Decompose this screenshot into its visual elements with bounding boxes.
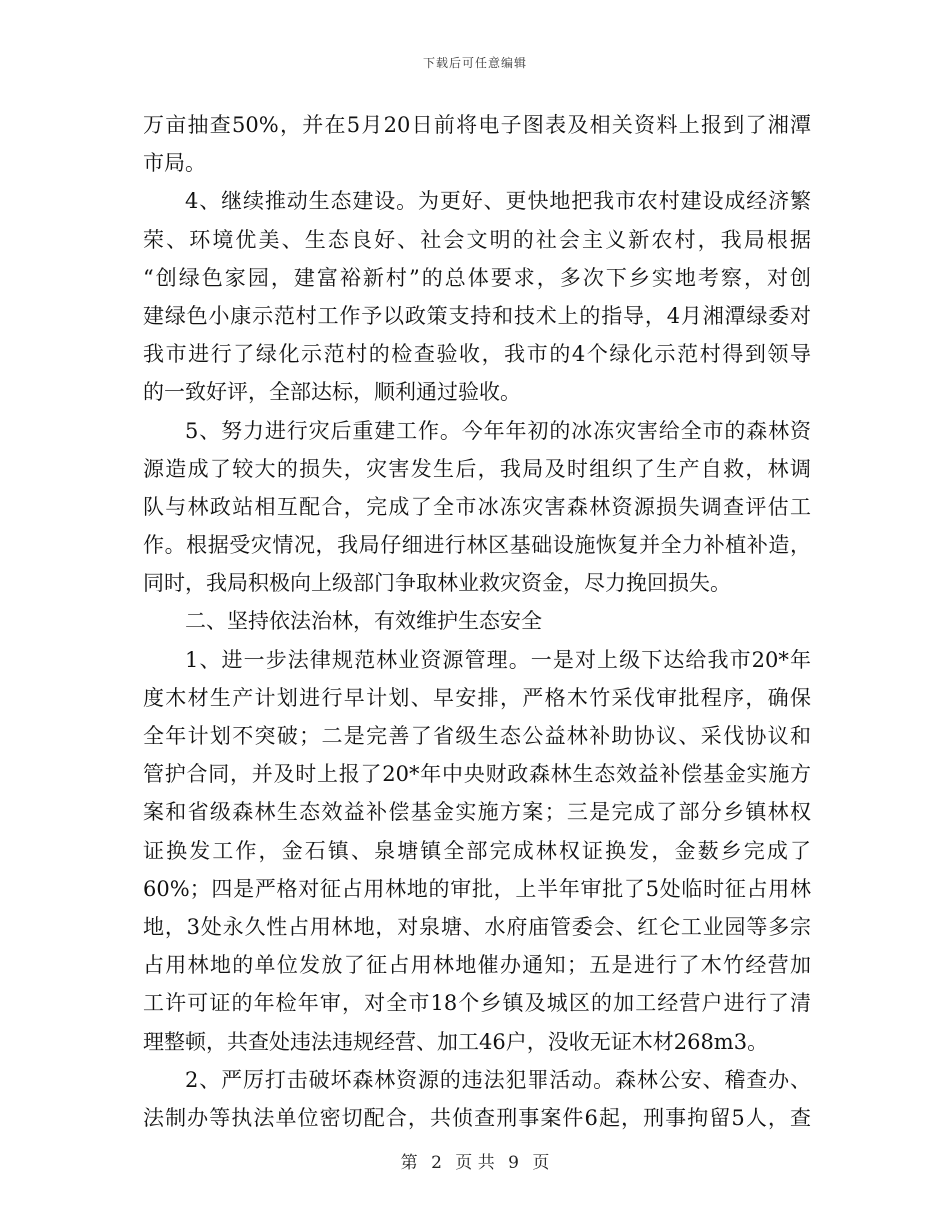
text-line: 同时，我局积极向上级部门争取林业救灾资金，尽力挽回损失。 [143,571,731,596]
text-line: 证换发工作，金石镇、泉塘镇全部完成林权证换发，金薮乡完成了 [143,838,811,863]
text-line: 理整顿，共查处违法违规经营、加工46户，没收无证木材268m3。 [143,1029,769,1054]
text-line: 二、坚持依法治林，有效维护生态安全 [185,609,542,634]
page-label-suffix: 页 [532,1153,550,1173]
text-line: 度木材生产计划进行早计划、早安排，严格木竹采伐审批程序，确保 [143,685,811,710]
text-line: 法制办等执法单位密切配合，共侦查刑事案件6起，刑事拘留5人，查 [143,1105,811,1130]
page-footer [0,1148,950,1173]
text-line: 建绿色小康示范村工作予以政策支持和技术上的指导，4月湘潭绿委对 [143,303,811,328]
text-line: 1、进一步法律规范林业资源管理。一是对上级下达给我市20*年 [185,647,811,672]
text-line: 市局。 [143,151,206,176]
text-line: 2、严厉打击破坏森林资源的违法犯罪活动。森林公安、稽查办、 [185,1067,811,1092]
text-line: 万亩抽查50%，并在5月20日前将电子图表及相关资料上报到了湘潭 [143,113,811,137]
text-line: 案和省级森林生态效益补偿基金实施方案；三是完成了部分乡镇林权 [143,800,811,825]
text-line: 我市进行了绿化示范村的检查验收，我市的4个绿化示范村得到领导 [143,342,811,367]
text-line: 源造成了较大的损失，灾害发生后，我局及时组织了生产自救，林调 [143,456,811,481]
text-line: 60%；四是严格对征占用林地的审批，上半年审批了5处临时征占用林 [143,876,811,901]
text-line: 4、继续推动生态建设。为更好、更快地把我市农村建设成经济繁 [185,189,811,214]
text-line: 作。根据受灾情况，我局仔细进行林区基础设施恢复并全力补植补造， [143,533,811,558]
text-line: 占用林地的单位发放了征占用林地催办通知；五是进行了木竹经营加 [143,953,811,978]
text-line: 荣、环境优美、生态良好、社会文明的社会主义新农村，我局根据 [143,227,811,252]
text-line: 队与林政站相互配合，完成了全市冰冻灾害森林资源损失调查评估工 [143,494,811,519]
document-body [143,106,811,1137]
page-header: 下载后可任意编辑 [422,56,527,70]
text-line: 5、努力进行灾后重建工作。今年年初的冰冻灾害给全市的森林资 [185,418,811,443]
text-line: 工许可证的年检年审，对全市18个乡镇及城区的加工经营户进行了清 [143,991,811,1016]
page-label-middle: 页 共 [455,1153,495,1173]
text-line: “创绿色家园，建富裕新村”的总体要求，多次下乡实地考察，对创 [143,265,811,290]
page-number: 2 [431,1153,442,1173]
page-total: 9 [508,1153,519,1173]
text-line: 管护合同，并及时上报了20*年中央财政森林生态效益补偿基金实施方 [143,762,811,787]
text-line: 的一致好评，全部达标，顺利通过验收。 [143,380,521,405]
page-label-prefix: 第 [400,1153,418,1173]
text-line: 全年计划不突破；二是完善了省级生态公益林补助协议、采伐协议和 [143,724,811,748]
text-line: 地，3处永久性占用林地，对泉塘、水府庙管委会、红仑工业园等多宗 [143,914,811,939]
